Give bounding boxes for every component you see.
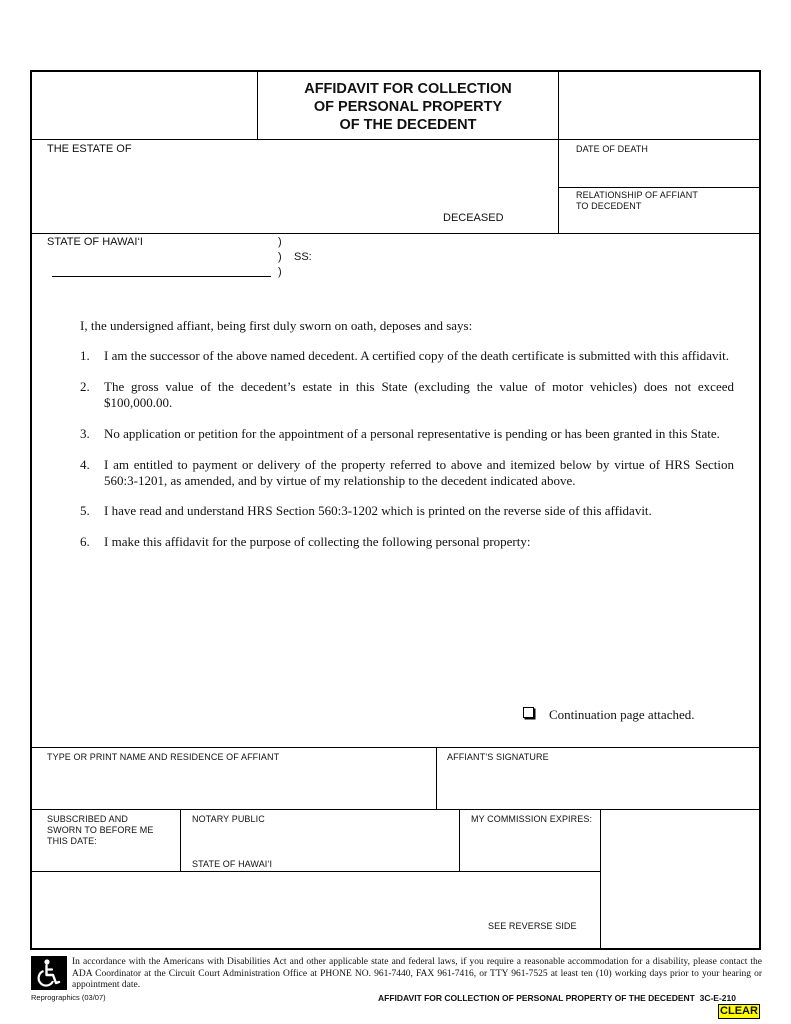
subscribed-label	[47, 814, 153, 847]
affidavit-item: I am entitled to payment or delivery of the property referred to above and itemized below by virtue of HRS Section 560:3-1201, as amended, and by virtue of my relationship to the decedent indicated above.	[104, 457, 734, 488]
date-of-death-rule	[559, 187, 760, 188]
clear-button[interactable]: CLEAR	[718, 1004, 760, 1019]
affiant-signature-field[interactable]	[444, 766, 754, 806]
notary-state-label: STATE OF HAWAI‘I	[192, 859, 273, 869]
form-number: 3C-E-210	[699, 993, 736, 1003]
item-number: 4.	[80, 457, 90, 472]
item-number: 3.	[80, 426, 90, 441]
notary-public-label: NOTARY PUBLIC	[192, 814, 265, 824]
ss-paren: )	[278, 266, 282, 278]
header-divider-right	[558, 71, 559, 234]
item-number: 2.	[80, 379, 90, 394]
affidavit-item: I am the successor of the above named decedent. A certified copy of the death certificate is submitted with this affidavit.	[104, 348, 729, 363]
sworn-date-field[interactable]	[40, 848, 174, 868]
item-number: 1.	[80, 348, 90, 363]
affidavit-item: No application or petition for the appointment of a personal representative is pending or has been granted in this State.	[104, 426, 720, 441]
relationship-label-line: RELATIONSHIP OF AFFIANT	[576, 190, 698, 200]
checkbox-icon[interactable]	[523, 707, 534, 718]
relationship-label-line: TO DECEDENT	[576, 201, 642, 211]
reprographics-label: Reprographics (03/07)	[31, 993, 106, 1002]
ss-paren: )	[278, 236, 282, 248]
form-title-line: OF THE DECEDENT	[339, 117, 477, 133]
subscribed-label-line: SWORN TO BEFORE ME	[47, 825, 154, 835]
subscribed-label-line: SUBSCRIBED AND	[47, 814, 128, 824]
notary-divider-3	[600, 809, 601, 949]
subscribed-label-line: THIS DATE:	[47, 836, 97, 846]
ada-notice: In accordance with the Americans with Disabilities Act and other applicable state and federal laws, if you require a reasonable accommodation for a disability, please contact the ADA Coordinator at the Circuit Court Administration Office at PHONE NO. 961-7440, FAX 961-7416, or TTY 961-7525 at least ten (10) working days prior to your hearing or appointment date.	[72, 957, 762, 990]
ss-paren: )	[278, 251, 282, 263]
footer-form-title-text: AFFIDAVIT FOR COLLECTION OF PERSONAL PROPERTY OF THE DECEDENT	[378, 993, 695, 1003]
affidavit-item: I have read and understand HRS Section 560:3-1202 which is printed on the reverse side of this affidavit.	[104, 503, 652, 518]
form-title	[258, 80, 558, 134]
estate-bottom-rule	[31, 233, 760, 234]
state-label: STATE OF HAWAI‘I	[47, 236, 143, 248]
affidavit-intro: I, the undersigned affiant, being first duly sworn on oath, deposes and says:	[80, 318, 473, 333]
form-title-line: AFFIDAVIT FOR COLLECTION	[304, 81, 512, 97]
relationship-field[interactable]	[566, 212, 754, 232]
affiant-name-field[interactable]	[40, 766, 430, 806]
date-of-death-label: DATE OF DEATH	[576, 144, 648, 154]
affidavit-item: I make this affidavit for the purpose of collecting the following personal property:	[104, 534, 531, 549]
header-bottom-rule	[31, 139, 760, 140]
signature-top-rule	[31, 747, 760, 748]
notary-divider-2	[459, 809, 460, 871]
signature-divider	[436, 747, 437, 809]
item-number: 6.	[80, 534, 90, 549]
estate-of-label: THE ESTATE OF	[47, 143, 132, 155]
notary-divider-1	[180, 809, 181, 871]
seal-area	[608, 816, 754, 942]
continuation-label: Continuation page attached.	[549, 707, 695, 722]
item-number: 5.	[80, 503, 90, 518]
relationship-label	[576, 190, 698, 212]
affidavit-item: The gross value of the decedent’s estate in this State (excluding the value of motor vehicles) does not exceed $100,000.00.	[104, 379, 734, 410]
affiant-signature-label: AFFIANT’S SIGNATURE	[447, 752, 549, 762]
see-reverse-label: SEE REVERSE SIDE	[488, 921, 577, 931]
affiant-name-label: TYPE OR PRINT NAME AND RESIDENCE OF AFFIANT	[47, 752, 280, 762]
footer-form-title	[378, 993, 736, 1003]
notary-public-field[interactable]	[188, 828, 453, 854]
signature-bottom-rule	[31, 809, 760, 810]
wheelchair-icon	[31, 956, 67, 990]
date-of-death-field[interactable]	[566, 156, 754, 184]
commission-expires-label: MY COMMISSION EXPIRES:	[471, 814, 593, 824]
deceased-label: DECEASED	[443, 212, 504, 224]
county-field[interactable]	[52, 262, 271, 277]
notary-bottom-rule	[31, 871, 601, 872]
commission-expires-field[interactable]	[466, 828, 594, 866]
ss-label: SS:	[294, 251, 312, 263]
form-title-line: OF PERSONAL PROPERTY	[313, 99, 503, 115]
property-list-field[interactable]	[80, 555, 730, 695]
estate-name-field[interactable]	[40, 158, 550, 208]
